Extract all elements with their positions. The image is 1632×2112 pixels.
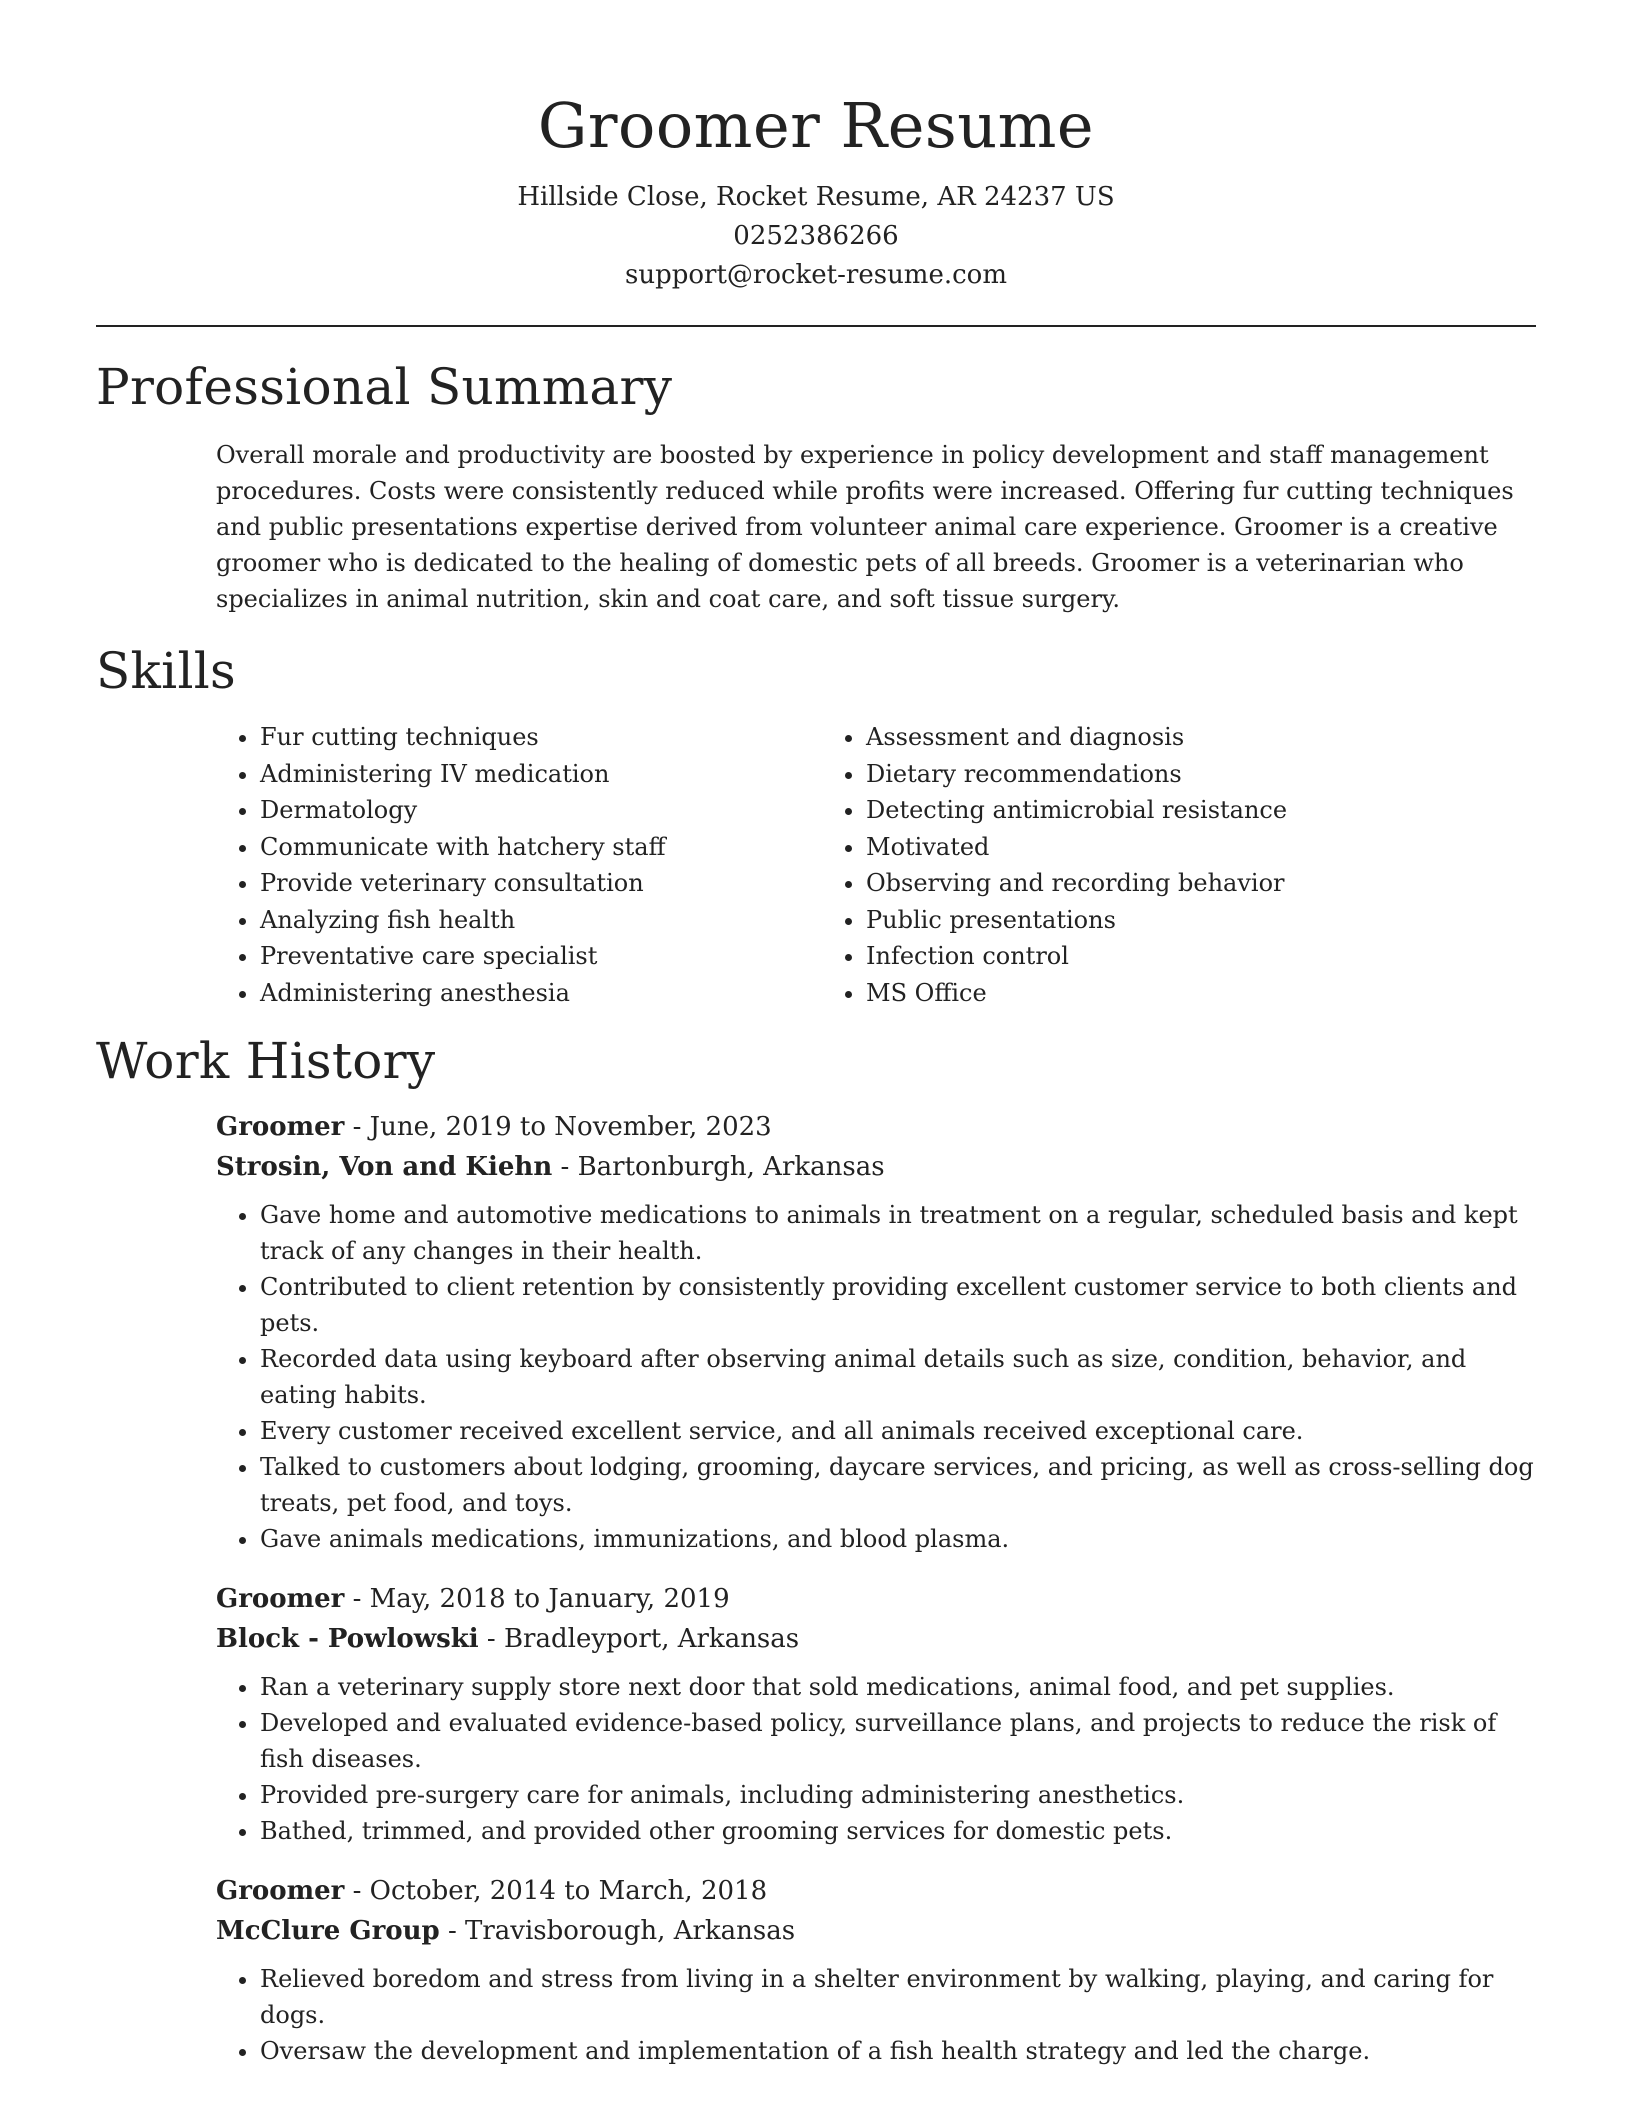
job-bullets — [216, 1961, 1536, 2069]
job-role: Groomer — [216, 1584, 345, 1614]
job-company-line — [216, 1147, 1536, 1187]
contact-address: Hillside Close, Rocket Resume, AR 24237 US — [517, 182, 1115, 212]
skill-item: • Preventative care specialist — [260, 938, 822, 975]
job-entry — [216, 1871, 1536, 2069]
job-company-line — [216, 1911, 1536, 1951]
job-bullet: • Relieved boredom and stress from living in a shelter environment by walking, playing, and caring for dogs. — [260, 1961, 1536, 2033]
skill-item: • MS Office — [866, 975, 1472, 1012]
job-company: Strosin, Von and Kiehn — [216, 1152, 553, 1182]
job-bullets — [216, 1669, 1536, 1849]
skills-columns — [216, 719, 1536, 1011]
professional-summary-section — [96, 357, 1536, 617]
job-entry — [216, 1107, 1536, 1557]
job-title-line — [216, 1107, 1536, 1147]
skill-item: • Observing and recording behavior — [866, 865, 1472, 902]
contact-block — [96, 178, 1536, 295]
skill-item: • Administering anesthesia — [260, 975, 822, 1012]
skill-item: • Detecting antimicrobial resistance — [866, 792, 1472, 829]
job-title-line — [216, 1579, 1536, 1619]
skills-list-right — [822, 719, 1472, 1011]
job-company: Block - Powlowski — [216, 1624, 479, 1654]
contact-phone: 0252386266 — [733, 221, 899, 251]
job-location: - Bartonburgh, Arkansas — [552, 1152, 885, 1182]
job-bullet: • Every customer received excellent service, and all animals received exceptional care. — [260, 1413, 1536, 1449]
job-title-line — [216, 1871, 1536, 1911]
job-bullet: • Provided pre-surgery care for animals, including administering anesthetics. — [260, 1777, 1536, 1813]
skill-item: • Motivated — [866, 829, 1472, 866]
job-dates: - June, 2019 to November, 2023 — [344, 1112, 772, 1142]
job-bullet: • Recorded data using keyboard after observing animal details such as size, condition, behavior, and eating habits. — [260, 1341, 1536, 1413]
contact-email: support@rocket-resume.com — [624, 260, 1007, 290]
job-bullet: • Bathed, trimmed, and provided other grooming services for domestic pets. — [260, 1813, 1536, 1849]
skill-item: • Provide veterinary consultation — [260, 865, 822, 902]
skill-item: • Assessment and diagnosis — [866, 719, 1472, 756]
section-heading-work: Work History — [96, 1032, 436, 1090]
skill-item: • Fur cutting techniques — [260, 719, 822, 756]
skill-item: • Public presentations — [866, 902, 1472, 939]
job-location: - Travisborough, Arkansas — [439, 1916, 796, 1946]
job-role: Groomer — [216, 1112, 345, 1142]
section-heading-summary: Professional Summary — [96, 358, 673, 416]
skills-section — [96, 641, 1536, 1011]
job-bullet: • Talked to customers about lodging, grooming, daycare services, and pricing, as well as cross-selling dog treats, pet food, and toys. — [260, 1449, 1536, 1521]
work-history-section — [96, 1031, 1536, 2069]
skill-item: • Dietary recommendations — [866, 756, 1472, 793]
job-bullet: • Gave animals medications, immunizations, and blood plasma. — [260, 1521, 1536, 1557]
skill-item: • Infection control — [866, 938, 1472, 975]
skills-list-left — [216, 719, 822, 1011]
job-entry — [216, 1579, 1536, 1849]
job-dates: - October, 2014 to March, 2018 — [344, 1876, 768, 1906]
job-location: - Bradleyport, Arkansas — [478, 1624, 800, 1654]
job-bullet: • Ran a veterinary supply store next door that sold medications, animal food, and pet supplies. — [260, 1669, 1536, 1705]
summary-text: Overall morale and productivity are boosted by experience in policy development and staff management procedures. Costs were consistently reduced while profits were increased. Offering fur cutting techniques and public presentations expertise derived from volunteer animal care experience. Groomer is a creative groomer who is dedicated to the healing of domestic pets of all breeds. Groomer is a veterinarian who specializes in animal nutrition, skin and coat care, and soft tissue surgery. — [216, 441, 1514, 613]
skill-item: • Administering IV medication — [260, 756, 822, 793]
job-bullet: • Gave home and automotive medications to animals in treatment on a regular, scheduled basis and kept track of any changes in their health. — [260, 1197, 1536, 1269]
job-role: Groomer — [216, 1876, 345, 1906]
resume-title: Groomer Resume — [537, 89, 1095, 162]
job-company: McClure Group — [216, 1916, 440, 1946]
skill-item: • Communicate with hatchery staff — [260, 829, 822, 866]
skill-item: • Analyzing fish health — [260, 902, 822, 939]
job-company-line — [216, 1619, 1536, 1659]
header-divider — [96, 325, 1536, 327]
job-dates: - May, 2018 to January, 2019 — [344, 1584, 730, 1614]
skill-item: • Dermatology — [260, 792, 822, 829]
job-bullet: • Contributed to client retention by consistently providing excellent customer service to both clients and pets. — [260, 1269, 1536, 1341]
job-bullet: • Oversaw the development and implementation of a fish health strategy and led the charge. — [260, 2033, 1536, 2069]
job-bullets — [216, 1197, 1536, 1557]
job-bullet: • Developed and evaluated evidence-based policy, surveillance plans, and projects to reduce the risk of fish diseases. — [260, 1705, 1536, 1777]
section-heading-skills: Skills — [96, 642, 236, 700]
resume-page — [96, 0, 1536, 2069]
